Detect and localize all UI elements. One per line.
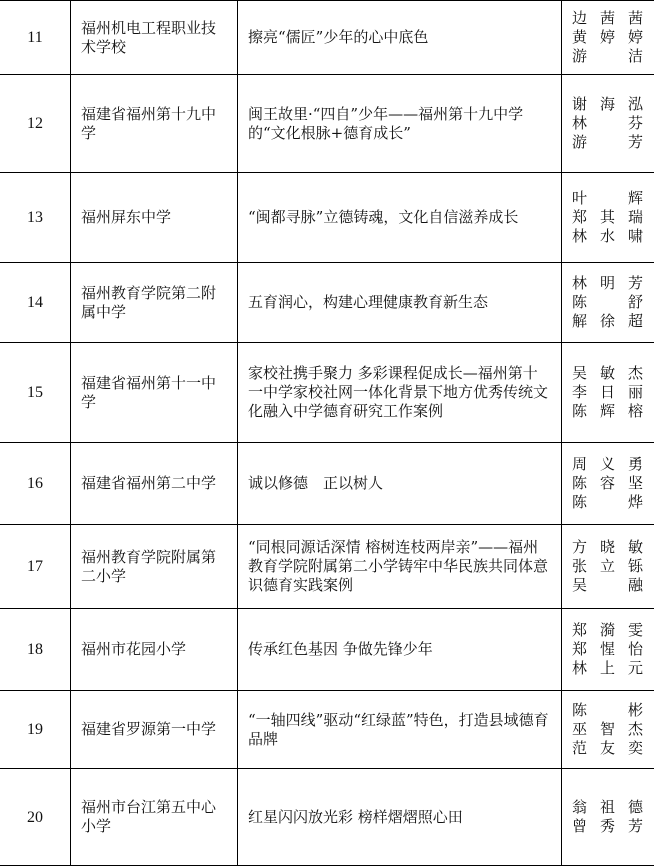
author-names <box>562 525 654 609</box>
author-name: 谢海泓 <box>572 95 644 114</box>
row-number: 12 <box>0 75 71 173</box>
table-row <box>0 609 654 691</box>
table-row <box>0 525 654 609</box>
author-names <box>562 173 654 263</box>
author-names <box>562 609 654 691</box>
case-title: 闽王故里·“四自”少年——福州第十九中学的“文化根脉+德育成长” <box>238 75 562 173</box>
case-title: “同根同源话深情 榕树连枝两岸亲”——福州教育学院附属第二小学铸牢中华民族共同体意识德育实践案例 <box>238 525 562 609</box>
author-names <box>562 769 654 866</box>
author-name: 曾秀芳 <box>572 817 644 836</box>
author-name: 翁祖德 <box>572 798 644 817</box>
school-name: 福州机电工程职业技术学校 <box>71 1 238 75</box>
author-name: 林水啸 <box>572 227 644 246</box>
author-name: 范友奕 <box>572 739 644 758</box>
school-name: 福州屏东中学 <box>71 173 238 263</box>
case-title: 诚以修德 正以树人 <box>238 443 562 525</box>
author-name: 叶 辉 <box>572 189 644 208</box>
table-row <box>0 343 654 443</box>
table-row <box>0 75 654 173</box>
row-number: 13 <box>0 173 71 263</box>
author-name: 游 洁 <box>572 47 644 66</box>
author-names <box>562 691 654 769</box>
case-title: 五育润心，构建心理健康教育新生态 <box>238 263 562 343</box>
school-name: 福建省福州第十九中学 <box>71 75 238 173</box>
row-number: 17 <box>0 525 71 609</box>
case-title: 擦亮“儒匠”少年的心中底色 <box>238 1 562 75</box>
school-name: 福州教育学院附属第二小学 <box>71 525 238 609</box>
school-name: 福州市花园小学 <box>71 609 238 691</box>
author-names <box>562 263 654 343</box>
row-number: 14 <box>0 263 71 343</box>
table-row <box>0 769 654 866</box>
author-name: 吴 融 <box>572 576 644 595</box>
table-row <box>0 443 654 525</box>
author-name: 张立铄 <box>572 557 644 576</box>
row-number: 15 <box>0 343 71 443</box>
author-name: 周义勇 <box>572 455 644 474</box>
author-name: 解徐超 <box>572 312 644 331</box>
author-name: 林明芳 <box>572 274 644 293</box>
author-name: 游 芳 <box>572 133 644 152</box>
author-name: 巫智杰 <box>572 720 644 739</box>
row-number: 18 <box>0 609 71 691</box>
school-name: 福州市台江第五中心小学 <box>71 769 238 866</box>
author-names <box>562 443 654 525</box>
author-name: 陈容坚 <box>572 474 644 493</box>
author-name: 方晓敏 <box>572 538 644 557</box>
author-name: 李日丽 <box>572 383 644 402</box>
school-name: 福州教育学院第二附属中学 <box>71 263 238 343</box>
school-name: 福建省罗源第一中学 <box>71 691 238 769</box>
author-name: 边茜茜 <box>572 9 644 28</box>
table-row <box>0 691 654 769</box>
school-name: 福建省福州第十一中学 <box>71 343 238 443</box>
table-row <box>0 1 654 75</box>
author-names <box>562 343 654 443</box>
case-title: 家校社携手聚力 多彩课程促成长—福州第十一中学家校社网一体化背景下地方优秀传统文化融入中学德育研究工作案例 <box>238 343 562 443</box>
author-name: 郑惺怡 <box>572 640 644 659</box>
author-name: 陈 烨 <box>572 493 644 512</box>
author-name: 陈 彬 <box>572 701 644 720</box>
author-name: 郑其瑞 <box>572 208 644 227</box>
row-number: 19 <box>0 691 71 769</box>
case-title: “闽都寻脉”立德铸魂，文化自信滋养成长 <box>238 173 562 263</box>
row-number: 16 <box>0 443 71 525</box>
author-name: 郑漪雯 <box>572 621 644 640</box>
author-name: 吴敏杰 <box>572 364 644 383</box>
case-title: “一轴四线”驱动“红绿蓝”特色，打造县域德育品牌 <box>238 691 562 769</box>
case-title: 传承红色基因 争做先锋少年 <box>238 609 562 691</box>
author-name: 黄婷婷 <box>572 28 644 47</box>
table-row <box>0 263 654 343</box>
school-name: 福建省福州第二中学 <box>71 443 238 525</box>
row-number: 20 <box>0 769 71 866</box>
table-row <box>0 173 654 263</box>
row-number: 11 <box>0 1 71 75</box>
author-names <box>562 1 654 75</box>
author-name: 陈辉榕 <box>572 402 644 421</box>
author-names <box>562 75 654 173</box>
author-name: 陈 舒 <box>572 293 644 312</box>
author-name: 林 芬 <box>572 114 644 133</box>
author-name: 林上元 <box>572 659 644 678</box>
case-title: 红星闪闪放光彩 榜样熠熠照心田 <box>238 769 562 866</box>
